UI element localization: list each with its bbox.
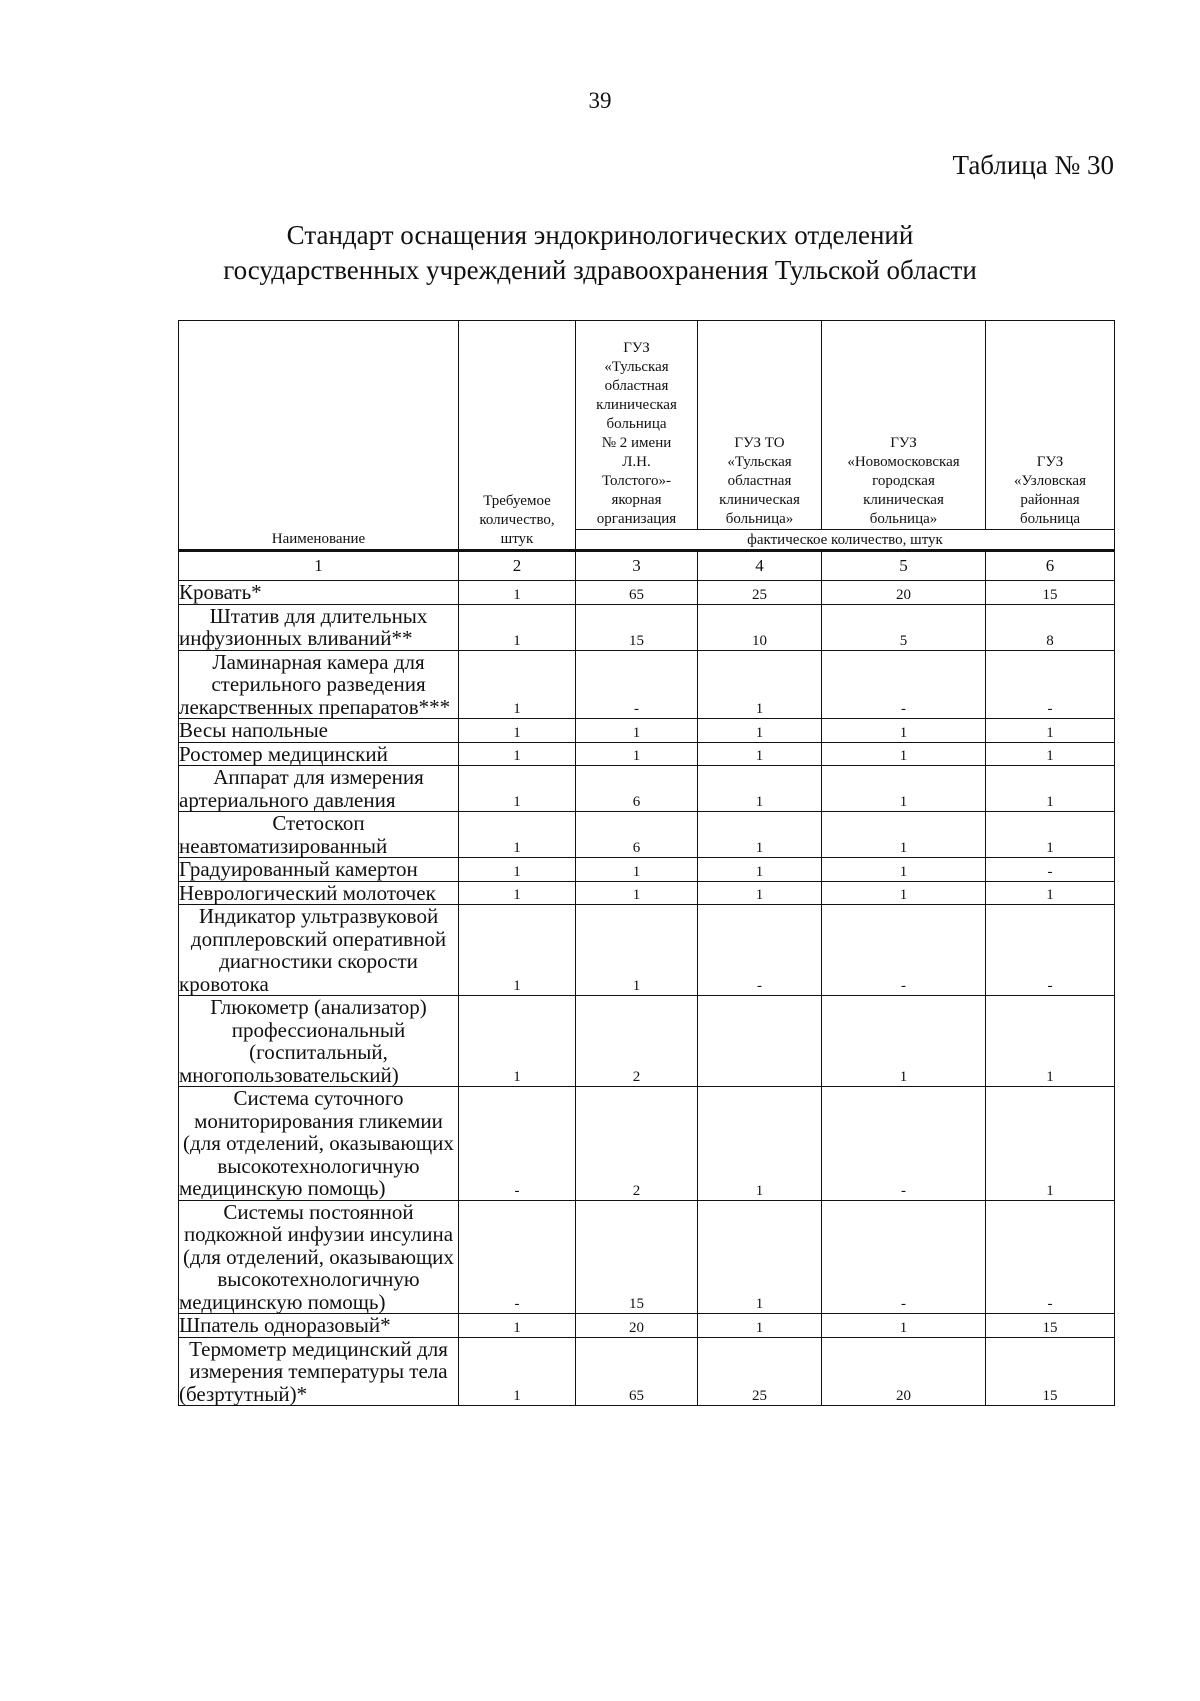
equipment-name: Система суточного мониторирования гликемии (для отделений, оказывающих высокотехнологичную медицинскую помощь) xyxy=(179,1087,459,1201)
quantity-cell: 1 xyxy=(822,742,986,766)
quantity-cell: 20 xyxy=(822,1337,986,1406)
header-org-tula-hospital-2: ГУЗ «Тульская областная клиническая больница № 2 имени Л.Н. Толстого»- якорная организация xyxy=(576,321,698,530)
page-number: 39 xyxy=(588,88,612,113)
table-row xyxy=(179,858,1115,882)
table-row xyxy=(179,581,1115,605)
table-row xyxy=(179,1087,1115,1201)
quantity-cell: 15 xyxy=(986,581,1115,605)
table-row xyxy=(179,1337,1115,1406)
quantity-cell: 1 xyxy=(698,742,822,766)
quantity-cell: 1 xyxy=(459,719,576,743)
quantity-cell: 1 xyxy=(698,858,822,882)
equipment-name: Неврологический молоточек xyxy=(179,881,459,905)
quantity-cell: 1 xyxy=(822,719,986,743)
equipment-name: Шпатель одноразовый* xyxy=(179,1314,459,1338)
quantity-cell: 1 xyxy=(986,766,1115,812)
quantity-cell: 1 xyxy=(698,812,822,858)
quantity-cell: 6 xyxy=(576,766,698,812)
quantity-cell: 1 xyxy=(698,1200,822,1314)
quantity-cell: 1 xyxy=(986,742,1115,766)
column-number: 4 xyxy=(698,551,822,581)
quantity-cell: 15 xyxy=(576,604,698,650)
equipment-name: Системы постоянной подкожной инфузии инсулина (для отделений, оказывающих высокотехнологичную медицинскую помощь) xyxy=(179,1200,459,1314)
quantity-cell: 2 xyxy=(576,996,698,1087)
quantity-cell: 65 xyxy=(576,581,698,605)
quantity-cell: 1 xyxy=(459,905,576,996)
quantity-cell: 1 xyxy=(459,881,576,905)
quantity-cell: 65 xyxy=(576,1337,698,1406)
quantity-cell: 1 xyxy=(698,1314,822,1338)
quantity-cell: 1 xyxy=(822,881,986,905)
quantity-cell: 1 xyxy=(822,858,986,882)
quantity-cell: - xyxy=(986,858,1115,882)
quantity-cell: 10 xyxy=(698,604,822,650)
quantity-cell: 1 xyxy=(459,742,576,766)
column-number: 5 xyxy=(822,551,986,581)
document-title-line: Стандарт оснащения эндокринологических отделений xyxy=(286,220,914,250)
header-org-tula-regional: ГУЗ ТО «Тульская областная клиническая больница» xyxy=(698,321,822,530)
quantity-cell: 1 xyxy=(822,812,986,858)
table-row xyxy=(179,742,1115,766)
equipment-name: Весы напольные xyxy=(179,719,459,743)
quantity-cell: - xyxy=(822,905,986,996)
table-row xyxy=(179,1200,1115,1314)
equipment-name: Индикатор ультразвуковой допплеровский оперативной диагностики скорости кровотока xyxy=(179,905,459,996)
equipment-name: Аппарат для измерения артериального давления xyxy=(179,766,459,812)
quantity-cell: 6 xyxy=(576,812,698,858)
quantity-cell: - xyxy=(698,905,822,996)
quantity-cell: 1 xyxy=(459,650,576,719)
document-title-line: государственных учреждений здравоохранения Тульской области xyxy=(223,255,977,285)
header-required-quantity: Требуемое количество, штук xyxy=(459,321,576,551)
quantity-cell: 1 xyxy=(698,1087,822,1201)
quantity-cell: 1 xyxy=(576,742,698,766)
table-row xyxy=(179,650,1115,719)
quantity-cell: 1 xyxy=(698,766,822,812)
table-row xyxy=(179,996,1115,1087)
quantity-cell: - xyxy=(459,1087,576,1201)
quantity-cell: - xyxy=(576,650,698,719)
table-row xyxy=(179,812,1115,858)
header-org-uzlovaya: ГУЗ «Узловская районная больница xyxy=(986,321,1115,530)
quantity-cell: 8 xyxy=(986,604,1115,650)
quantity-cell: 1 xyxy=(459,1314,576,1338)
quantity-cell: 1 xyxy=(986,881,1115,905)
quantity-cell: 1 xyxy=(459,604,576,650)
table-row xyxy=(179,766,1115,812)
quantity-cell: 1 xyxy=(459,581,576,605)
quantity-cell: 25 xyxy=(698,581,822,605)
column-number: 6 xyxy=(986,551,1115,581)
quantity-cell: 5 xyxy=(822,604,986,650)
quantity-cell: 1 xyxy=(576,881,698,905)
quantity-cell: 2 xyxy=(576,1087,698,1201)
column-numbering-row xyxy=(179,551,1115,581)
quantity-cell: 1 xyxy=(986,719,1115,743)
quantity-cell: 1 xyxy=(986,1087,1115,1201)
document-title xyxy=(0,218,1200,288)
quantity-cell: 1 xyxy=(822,1314,986,1338)
quantity-cell: 1 xyxy=(459,766,576,812)
equipment-name: Термометр медицинский для измерения температуры тела (безртутный)* xyxy=(179,1337,459,1406)
quantity-cell: - xyxy=(459,1200,576,1314)
quantity-cell: - xyxy=(986,905,1115,996)
equipment-name: Стетоскоп неавтоматизированный xyxy=(179,812,459,858)
quantity-cell: 1 xyxy=(698,650,822,719)
equipment-name: Ростомер медицинский xyxy=(179,742,459,766)
quantity-cell: 20 xyxy=(576,1314,698,1338)
table-row xyxy=(179,881,1115,905)
table-row xyxy=(179,719,1115,743)
quantity-cell: 1 xyxy=(576,719,698,743)
table-number: Таблица № 30 xyxy=(952,150,1114,180)
equipment-name: Глюкометр (анализатор) профессиональный (госпитальный, многопользовательский) xyxy=(179,996,459,1087)
quantity-cell: 1 xyxy=(698,881,822,905)
quantity-cell: 15 xyxy=(576,1200,698,1314)
quantity-cell: 1 xyxy=(459,1337,576,1406)
quantity-cell: 25 xyxy=(698,1337,822,1406)
column-number: 3 xyxy=(576,551,698,581)
header-actual-quantity: фактическое количество, штук xyxy=(576,530,1115,551)
equipment-standard-table xyxy=(178,320,1115,1406)
equipment-name: Штатив для длительных инфузионных вливаний** xyxy=(179,604,459,650)
column-number: 1 xyxy=(179,551,459,581)
table-row xyxy=(179,604,1115,650)
table-row xyxy=(179,905,1115,996)
column-number: 2 xyxy=(459,551,576,581)
equipment-name: Ламинарная камера для стерильного разведения лекарственных препаратов*** xyxy=(179,650,459,719)
quantity-cell: - xyxy=(986,1200,1115,1314)
table-row xyxy=(179,1314,1115,1338)
equipment-name: Кровать* xyxy=(179,581,459,605)
quantity-cell: 1 xyxy=(822,996,986,1087)
header-row xyxy=(179,321,1115,530)
quantity-cell: - xyxy=(986,650,1115,719)
equipment-name: Градуированный камертон xyxy=(179,858,459,882)
quantity-cell: 15 xyxy=(986,1314,1115,1338)
quantity-cell: 1 xyxy=(986,996,1115,1087)
quantity-cell: - xyxy=(822,1087,986,1201)
quantity-cell: - xyxy=(822,650,986,719)
quantity-cell: 15 xyxy=(986,1337,1115,1406)
quantity-cell: 1 xyxy=(698,719,822,743)
quantity-cell: - xyxy=(822,1200,986,1314)
quantity-cell xyxy=(698,996,822,1087)
header-org-novomoskovsk: ГУЗ «Новомосковская городская клиническая больница» xyxy=(822,321,986,530)
quantity-cell: 20 xyxy=(822,581,986,605)
quantity-cell: 1 xyxy=(986,812,1115,858)
quantity-cell: 1 xyxy=(576,858,698,882)
quantity-cell: 1 xyxy=(459,996,576,1087)
quantity-cell: 1 xyxy=(576,905,698,996)
quantity-cell: 1 xyxy=(822,766,986,812)
quantity-cell: 1 xyxy=(459,812,576,858)
quantity-cell: 1 xyxy=(459,858,576,882)
header-name: Наименование xyxy=(179,321,459,551)
